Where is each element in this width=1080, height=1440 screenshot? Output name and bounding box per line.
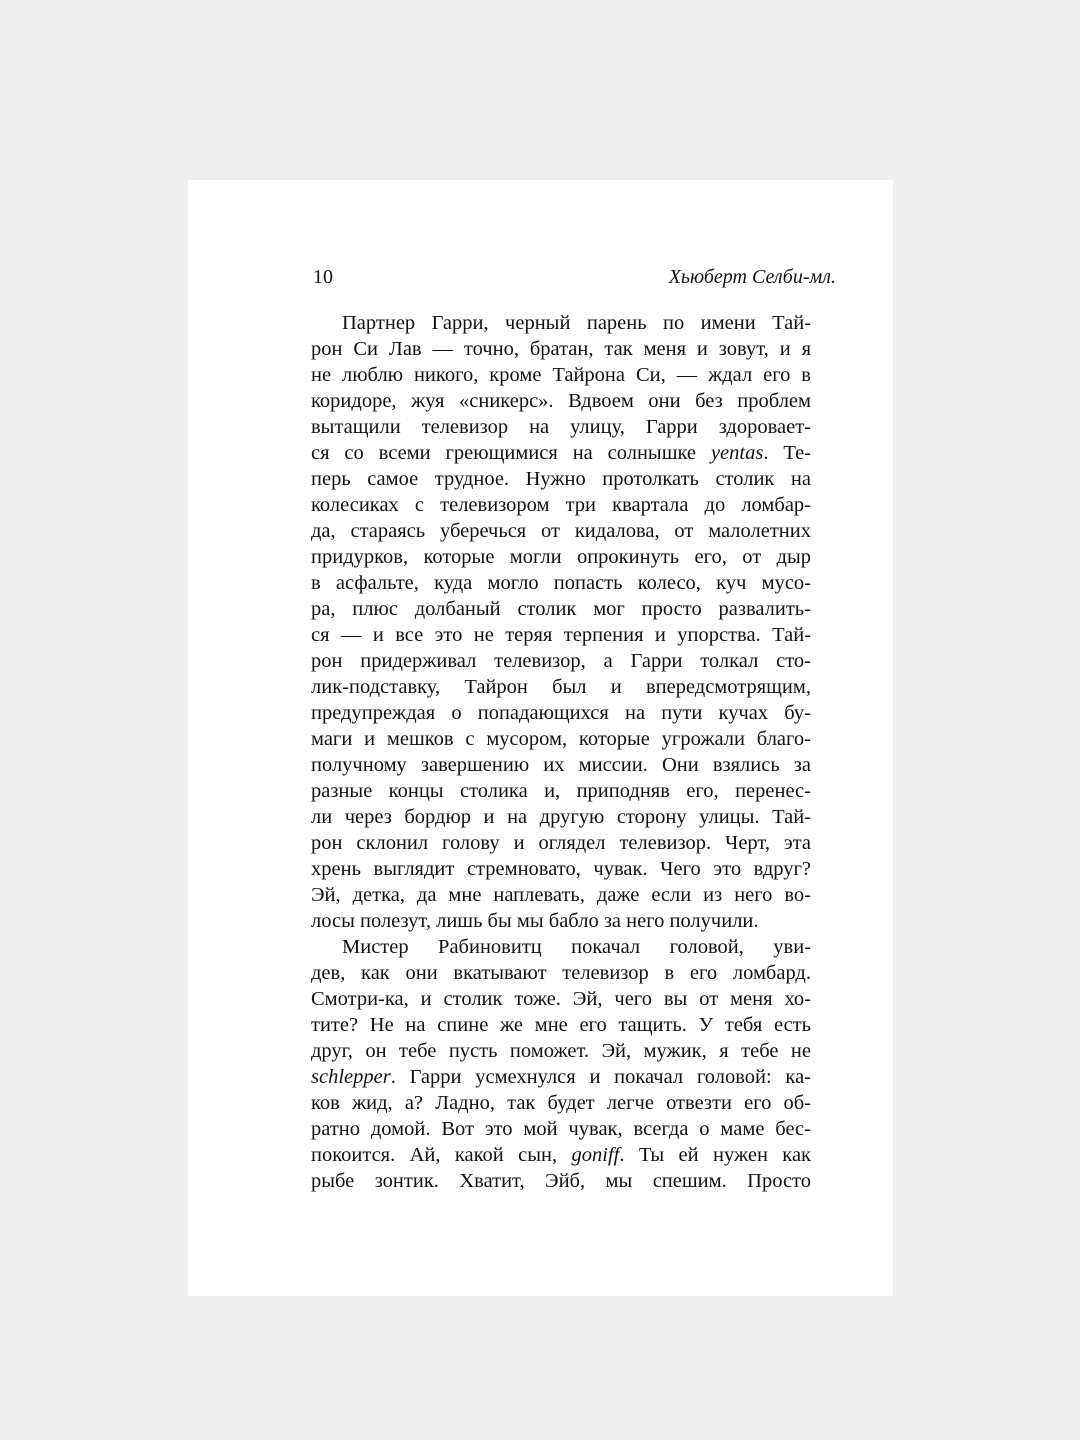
text-line: тите? Не на спине же мне его тащить. У тебя есть xyxy=(311,1014,811,1036)
text-line: рон придерживал телевизор, а Гарри толкал сто- xyxy=(311,650,811,672)
text-line: хрень выглядит стремновато, чувак. Чего это вдруг? xyxy=(311,858,811,880)
text-line: колесиках с телевизором три квартала до ломбар- xyxy=(311,494,811,516)
text-line: разные концы столика и, приподняв его, перенес- xyxy=(311,780,811,802)
text-line: предупреждая о попадающихся на пути кучах бу- xyxy=(311,702,811,724)
text-line: рон склонил голову и оглядел телевизор. Черт, эта xyxy=(311,832,811,854)
text-line: рыбе зонтик. Хватит, Эйб, мы спешим. Просто xyxy=(311,1170,811,1192)
text-line: получному завершению их миссии. Они взялись за xyxy=(311,754,811,776)
text-line: Мистер Рабиновитц покачал головой, уви- xyxy=(342,936,811,958)
text-line: вытащили телевизор на улицу, Гарри здоровает- xyxy=(311,416,811,438)
running-title: Хьюберт Селби-мл. xyxy=(668,266,836,288)
text-line: дев, как они вкатывают телевизор в его ломбард. xyxy=(311,962,811,984)
italic-word: yentas xyxy=(710,442,764,464)
text-line: ли через бордюр и на другую сторону улицы. Тай- xyxy=(311,806,811,828)
text-line: Смотри-ка, и столик тоже. Эй, чего вы от меня хо- xyxy=(311,988,811,1010)
text-segment: ся со всеми греющимися на солнышке xyxy=(311,442,711,464)
text-line: рон Си Лав — точно, братан, так меня и зовут, и я xyxy=(311,338,811,360)
text-segment: покоится. Ай, какой сын, xyxy=(311,1144,572,1166)
text-line: коридоре, жуя «сникерс». Вдвоем они без проблем xyxy=(311,390,811,412)
text-line xyxy=(311,1064,811,1090)
page-number: 10 xyxy=(313,266,333,288)
text-line: ратно домой. Вот это мой чувак, всегда о маме бес- xyxy=(311,1118,811,1140)
text-line: ся — и все это не теряя терпения и упорства. Тай- xyxy=(311,624,811,646)
text-line: Эй, детка, да мне наплевать, даже если из него во- xyxy=(311,884,811,906)
text-segment: . Ты ей нужен как xyxy=(619,1144,812,1166)
text-line xyxy=(311,1142,811,1168)
running-head xyxy=(313,262,836,292)
text-segment: . Те- xyxy=(763,442,811,464)
book-page xyxy=(188,180,893,1296)
text-line: в асфальте, куда могло попасть колесо, куч мусо- xyxy=(311,572,811,594)
italic-word: goniff xyxy=(571,1144,620,1166)
text-line: не люблю никого, кроме Тайрона Си, — ждал его в xyxy=(311,364,811,386)
text-line: маги и мешков с мусором, которые угрожали благо- xyxy=(311,728,811,750)
text-line: друг, он тебе пусть поможет. Эй, мужик, я тебе не xyxy=(311,1040,811,1062)
text-line: лик-подставку, Тайрон был и впередсмотрящим, xyxy=(311,676,811,698)
text-line: ков жид, а? Ладно, так будет легче отвезти его об- xyxy=(311,1092,811,1114)
text-line: да, стараясь уберечься от кидалова, от малолетних xyxy=(311,520,811,542)
text-line: Партнер Гарри, черный парень по имени Тай- xyxy=(342,312,811,334)
text-line: придурков, которые могли опрокинуть его, от дыр xyxy=(311,546,811,568)
body-text xyxy=(311,310,811,1194)
text-line xyxy=(311,440,811,466)
text-segment: . Гарри усмехнулся и покачал головой: ка- xyxy=(390,1066,811,1088)
text-line: ра, плюс долбаный столик мог просто развалить- xyxy=(311,598,811,620)
text-line: лосы полезут, лишь бы мы бабло за него получили. xyxy=(311,910,759,932)
italic-word: schlepper xyxy=(311,1066,391,1088)
text-line: перь самое трудное. Нужно протолкать столик на xyxy=(311,468,811,490)
